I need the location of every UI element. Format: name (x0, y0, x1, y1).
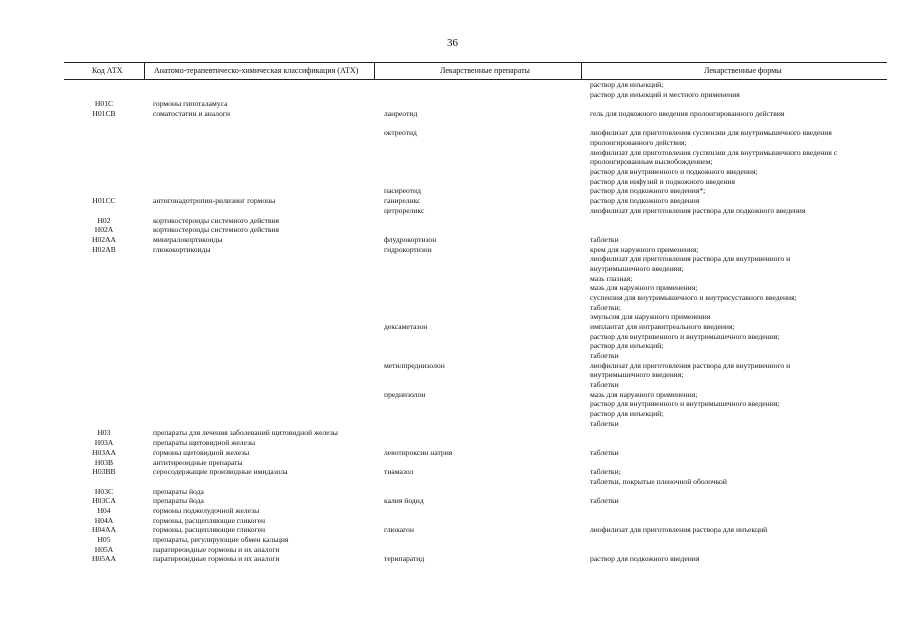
row-classification: соматостатин и аналоги (153, 109, 231, 119)
row-drug: левотироксин натрия (384, 447, 453, 457)
row-code: H03 (97, 428, 111, 438)
row-form: раствор для инъекций и местного применения (590, 89, 740, 99)
row-drug: метилпреднизолон (384, 360, 445, 370)
row-classification: антигонадотропин-рилизинг гормоны (153, 196, 276, 206)
row-form: лиофилизат для приготовления раствора для внутривенного и (590, 360, 791, 370)
row-form: таблетки (590, 234, 619, 244)
row-drug: ланреотид (384, 109, 418, 119)
row-form: лиофилизат для приготовления суспензии для внутримышечного введения (590, 128, 832, 138)
row-classification: паратиреоидные гормоны и их аналоги (153, 544, 280, 554)
row-classification: препараты щитовидной железы (153, 438, 256, 448)
row-form: таблетки (590, 447, 619, 457)
row-form: имплантат для интравитреального введения; (590, 322, 735, 331)
row-form: таблетки; (590, 467, 621, 477)
row-form: раствор для инфузий и подкожного введения (590, 176, 735, 186)
row-form: раствор для подкожного введения (590, 196, 700, 206)
row-code: H01C (94, 99, 114, 109)
header-drugs: Лекарственные препараты (440, 66, 530, 75)
row-classification: гормоны гипоталамуса (153, 99, 228, 109)
row-code: H02AA (91, 234, 117, 244)
row-classification: кортикостероиды системного действия (153, 225, 279, 235)
row-code: H03AA (91, 447, 117, 457)
row-form: мазь глазная; (590, 273, 633, 283)
row-form: пролонгированного действия; (590, 138, 687, 148)
row-form: мазь для наружного применения; (590, 389, 698, 399)
row-code: H02 (97, 215, 111, 225)
row-classification: глюкокортикоиды (153, 244, 211, 254)
row-form: крем для наружного применения; (590, 244, 699, 254)
row-code: H05 (97, 534, 111, 544)
row-classification: гормоны, расщепляющие гликоген (153, 515, 266, 525)
row-form: раствор для инъекций; (590, 341, 664, 351)
header-classification: Анатомо-терапевтическо-химическая классификация (АТХ) (154, 66, 359, 75)
row-form: эмульсия для наружного применения (590, 312, 711, 322)
row-form: раствор для инъекций; (590, 80, 664, 89)
row-code: H04 (97, 505, 111, 515)
row-classification: гормоны поджелудочной железы (153, 505, 260, 515)
row-drug: калия йодид (384, 496, 424, 506)
row-form: раствор для подкожного введения (590, 554, 700, 564)
row-code: H03A (94, 438, 114, 448)
row-code: H02AB (92, 244, 116, 254)
row-classification: препараты йода (153, 486, 204, 496)
row-code: H03C (94, 486, 114, 496)
page-number: 36 (447, 37, 458, 49)
row-form: лиофилизат для приготовления раствора для инъекций (590, 525, 768, 535)
row-form: таблетки (590, 351, 619, 361)
row-drug: дексаметазон (384, 322, 428, 331)
row-drug: флудрокортизон (384, 234, 437, 244)
row-drug: цетрореликс (384, 205, 425, 215)
row-code: H03B (94, 457, 114, 467)
row-drug: ганиреликс (384, 196, 421, 206)
row-form: лиофилизат для приготовления раствора для подкожного введения (590, 205, 806, 215)
row-form: раствор для внутривенного и внутримышечного введения; (590, 331, 780, 341)
table-header (64, 62, 887, 80)
row-drug: гидрокортизон (384, 244, 432, 254)
row-drug: глюкагон (384, 525, 414, 535)
row-form: таблетки (590, 380, 619, 390)
row-drug: тиамазол (384, 467, 414, 477)
row-code: H01CC (92, 196, 116, 206)
header-forms: Лекарственные формы (704, 66, 782, 75)
row-classification: гормоны щитовидной железы (153, 447, 250, 457)
row-form: пролонгированным высвобождением; (590, 157, 713, 167)
row-code: H05AA (91, 554, 117, 564)
row-form: таблетки, покрытые пленочной оболочкой (590, 476, 727, 486)
row-form: раствор для внутривенного и внутримышечного введения; (590, 399, 780, 409)
header-code: Код АТХ (92, 66, 123, 75)
row-code: H04AA (91, 525, 117, 535)
row-code: H03BB (92, 467, 116, 477)
row-form: раствор для внутривенного и подкожного введения; (590, 167, 758, 177)
row-drug: терипаратид (384, 554, 425, 564)
row-classification: паратиреоидные гормоны и их аналоги (153, 554, 280, 564)
row-classification: гормоны, расщепляющие гликоген (153, 525, 266, 535)
row-form: таблетки (590, 418, 619, 428)
row-form: таблетки; (590, 302, 621, 312)
row-form: раствор для инъекций; (590, 409, 664, 419)
row-classification: антитиреоидные препараты (153, 457, 243, 467)
row-code: H01CB (92, 109, 116, 119)
row-form: раствор для подкожного введения*; (590, 186, 706, 196)
row-form: таблетки (590, 496, 619, 506)
row-classification: кортикостероиды системного действия (153, 215, 279, 225)
row-code: H03CA (92, 496, 116, 506)
row-drug: октреотид (384, 128, 417, 138)
row-form: лиофилизат для приготовления суспензии для внутримышечного введения с (590, 147, 838, 157)
row-drug: пасиреотид (384, 186, 421, 196)
row-drug: преднизолон (384, 389, 426, 399)
row-classification: минералокортикоиды (153, 234, 223, 244)
row-code: H02A (94, 225, 114, 235)
row-form: лиофилизат для приготовления раствора для внутривенного и (590, 254, 791, 264)
row-classification: препараты, регулирующие обмен кальция (153, 534, 289, 544)
row-classification: препараты йода (153, 496, 204, 506)
row-form: мазь для наружного применения; (590, 283, 698, 293)
row-code: H05A (94, 544, 114, 554)
row-code: H04A (94, 515, 114, 525)
row-form: внутримышечного введения; (590, 370, 684, 380)
row-classification: серосодержащие производные имидазола (153, 467, 288, 477)
row-classification: препараты для лечения заболеваний щитовидной железы (153, 428, 338, 438)
row-form: суспензия для внутримышечного и внутрисуставного введения; (590, 292, 797, 302)
row-form: гель для подкожного введения пролонгированного действия (590, 109, 785, 119)
row-form: внутримышечного введения; (590, 263, 684, 273)
